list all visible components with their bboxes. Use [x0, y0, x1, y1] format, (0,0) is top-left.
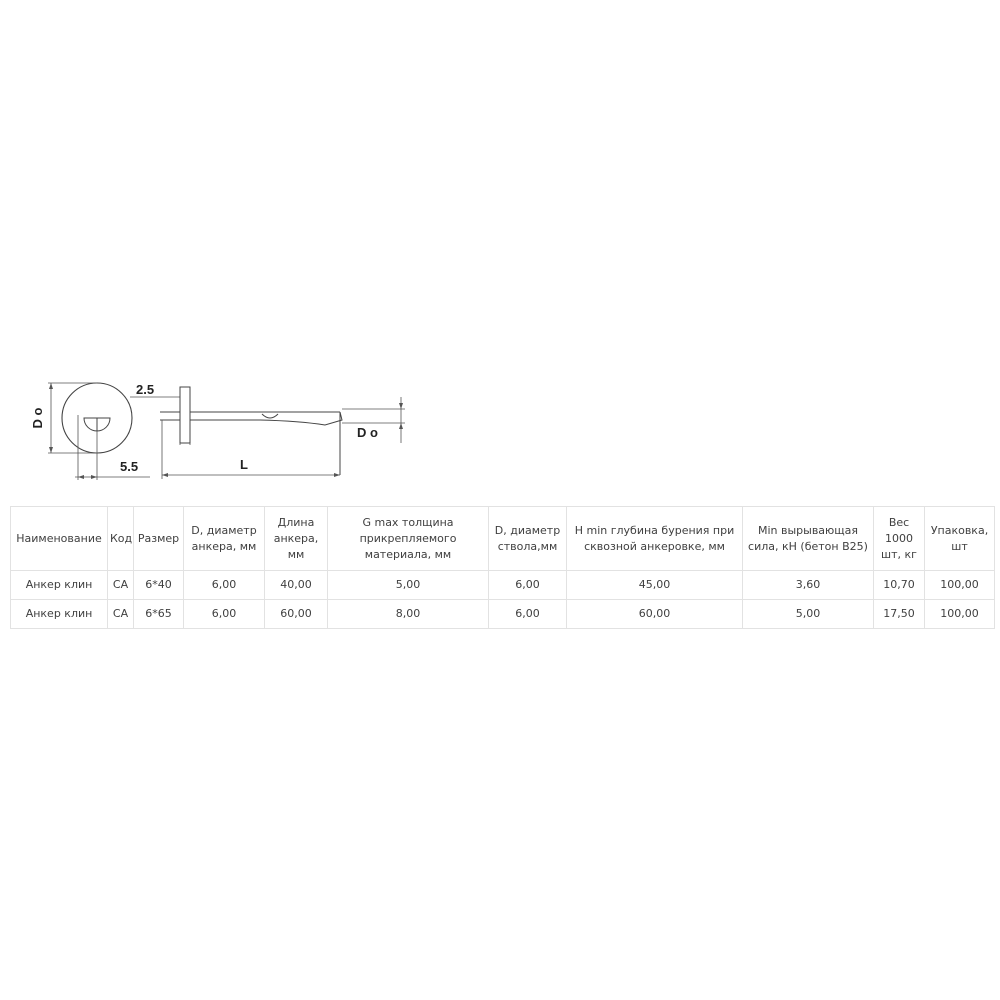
cell-weight-1000: 10,70	[874, 571, 925, 600]
anchor-side-view	[160, 387, 342, 475]
cell-name: Анкер клин	[11, 571, 108, 600]
dimension-5-5-label: 5.5	[120, 459, 139, 474]
anchor-technical-drawing	[20, 375, 420, 485]
dimension-2-5-label: 2.5	[136, 382, 155, 397]
table-header-row	[11, 507, 995, 571]
header-min-drilling-depth: H min глубина бурения при сквозной анкеровке, мм	[567, 507, 743, 571]
cell-package: 100,00	[925, 600, 995, 629]
cell-anchor-diameter: 6,00	[184, 571, 265, 600]
cell-shaft-diameter: 6,00	[489, 600, 567, 629]
header-package: Упаковка, шт	[925, 507, 995, 571]
specification-table	[10, 506, 995, 629]
cell-weight-1000: 17,50	[874, 600, 925, 629]
cell-code: CA	[108, 571, 134, 600]
header-code: Код	[108, 507, 134, 571]
cell-min-pullout-force: 5,00	[743, 600, 874, 629]
cell-size: 6*65	[134, 600, 184, 629]
header-anchor-diameter: D, диаметр анкера, мм	[184, 507, 265, 571]
cell-name: Анкер клин	[11, 600, 108, 629]
cell-anchor-diameter: 6,00	[184, 600, 265, 629]
header-shaft-diameter: D, диаметр ствола,мм	[489, 507, 567, 571]
cell-shaft-diameter: 6,00	[489, 571, 567, 600]
do-label-left: D o	[30, 407, 45, 429]
cell-max-material-thickness: 8,00	[328, 600, 489, 629]
table-row	[11, 571, 995, 600]
cell-code: CA	[108, 600, 134, 629]
do-label-right: D o	[357, 425, 378, 440]
header-min-pullout-force: Min вырывающая сила, кН (бетон B25)	[743, 507, 874, 571]
cell-max-material-thickness: 5,00	[328, 571, 489, 600]
header-size: Размер	[134, 507, 184, 571]
cell-min-pullout-force: 3,60	[743, 571, 874, 600]
cell-anchor-length: 60,00	[265, 600, 328, 629]
cell-package: 100,00	[925, 571, 995, 600]
cell-min-drilling-depth: 45,00	[567, 571, 743, 600]
table-row	[11, 600, 995, 629]
l-label: L	[240, 457, 248, 472]
header-anchor-length: Длина анкера, мм	[265, 507, 328, 571]
cell-min-drilling-depth: 60,00	[567, 600, 743, 629]
header-weight-1000: Вес 1000 шт, кг	[874, 507, 925, 571]
cell-anchor-length: 40,00	[265, 571, 328, 600]
cell-size: 6*40	[134, 571, 184, 600]
header-max-material-thickness: G max толщина прикрепляемого материала, мм	[328, 507, 489, 571]
header-name: Наименование	[11, 507, 108, 571]
